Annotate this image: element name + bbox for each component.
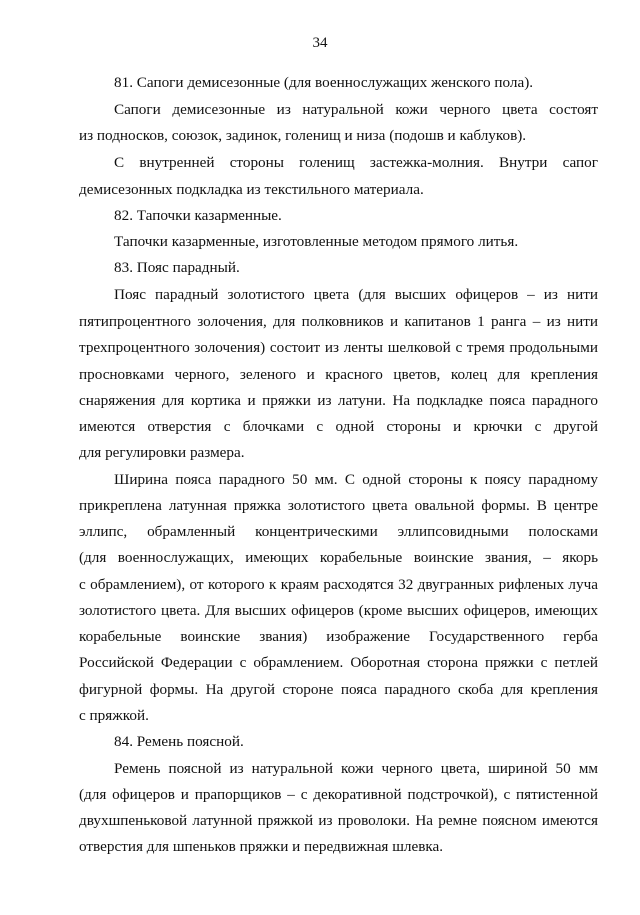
page-number: 34 — [312, 35, 328, 51]
text-line: с обрамлением), от которого к краям расходятся 32 двугранных рифленых луча — [79, 576, 598, 593]
text-line: демисезонных подкладка из текстильного материала. — [79, 181, 424, 198]
text-line: двухшпеньковой латунной пряжкой из проволоки. На ремне поясном имеются — [79, 812, 598, 829]
text-line: Российской Федерации с обрамлением. Оборотная сторона пряжки с петлей — [79, 654, 598, 671]
text-line: Пояс парадный золотистого цвета (для высших офицеров – из нити — [114, 286, 598, 303]
text-line: корабельные воинские звания) изображение Государственного герба — [79, 628, 598, 645]
text-line: (для военнослужащих, имеющих корабельные воинские звания, – якорь — [79, 549, 598, 566]
text-line: просновками черного, зеленого и красного цветов, колец для крепления — [79, 366, 598, 383]
text-line: фигурной формы. На другой стороне пояса парадного скоба для крепления — [79, 681, 598, 698]
text-line: пятипроцентного золочения, для полковников и капитанов 1 ранга – из нити — [79, 313, 598, 330]
text-line: золотистого цвета. Для высших офицеров (кроме высших офицеров, имеющих — [79, 602, 598, 619]
text-line: снаряжения для кортика и пряжки из латуни. На подкладке пояса парадного — [79, 392, 598, 409]
text-line: Ширина пояса парадного 50 мм. С одной стороны к поясу парадному — [114, 471, 598, 488]
text-line: Тапочки казарменные, изготовленные методом прямого литья. — [114, 233, 519, 250]
text-line: Ремень поясной из натуральной кожи черного цвета, шириной 50 мм — [114, 760, 598, 777]
heading-item-82: 82. Тапочки казарменные. — [114, 207, 282, 224]
text-line: Сапоги демисезонные из натуральной кожи черного цвета состоят — [114, 101, 598, 118]
text-line: с пряжкой. — [79, 707, 149, 724]
text-line: эллипс, обрамленный концентрическими эллипсовидными полосками — [79, 523, 598, 540]
text-line: имеются отверстия с блочками с одной стороны и крючки с другой — [79, 418, 598, 435]
text-line: (для офицеров и прапорщиков – с декоративной подстрочкой), с пятистенной — [79, 786, 598, 803]
heading-item-83: 83. Пояс парадный. — [114, 259, 240, 276]
text-line: трехпроцентного золочения) состоит из ленты шелковой с тремя продольными — [79, 339, 598, 356]
text-line: прикреплена латунная пряжка золотистого цвета овальной формы. В центре — [79, 497, 598, 514]
text-line: отверстия для шпеньков пряжки и передвижная шлевка. — [79, 838, 444, 855]
heading-item-81: 81. Сапоги демисезонные (для военнослужащих женского пола). — [114, 74, 534, 91]
text-line: из подносков, союзок, задинок, голенищ и низа (подошв и каблуков). — [79, 127, 527, 144]
text-line: для регулировки размера. — [79, 444, 245, 461]
text-line: С внутренней стороны голенищ застежка-молния. Внутри сапог — [114, 154, 598, 171]
heading-item-84: 84. Ремень поясной. — [114, 733, 244, 750]
